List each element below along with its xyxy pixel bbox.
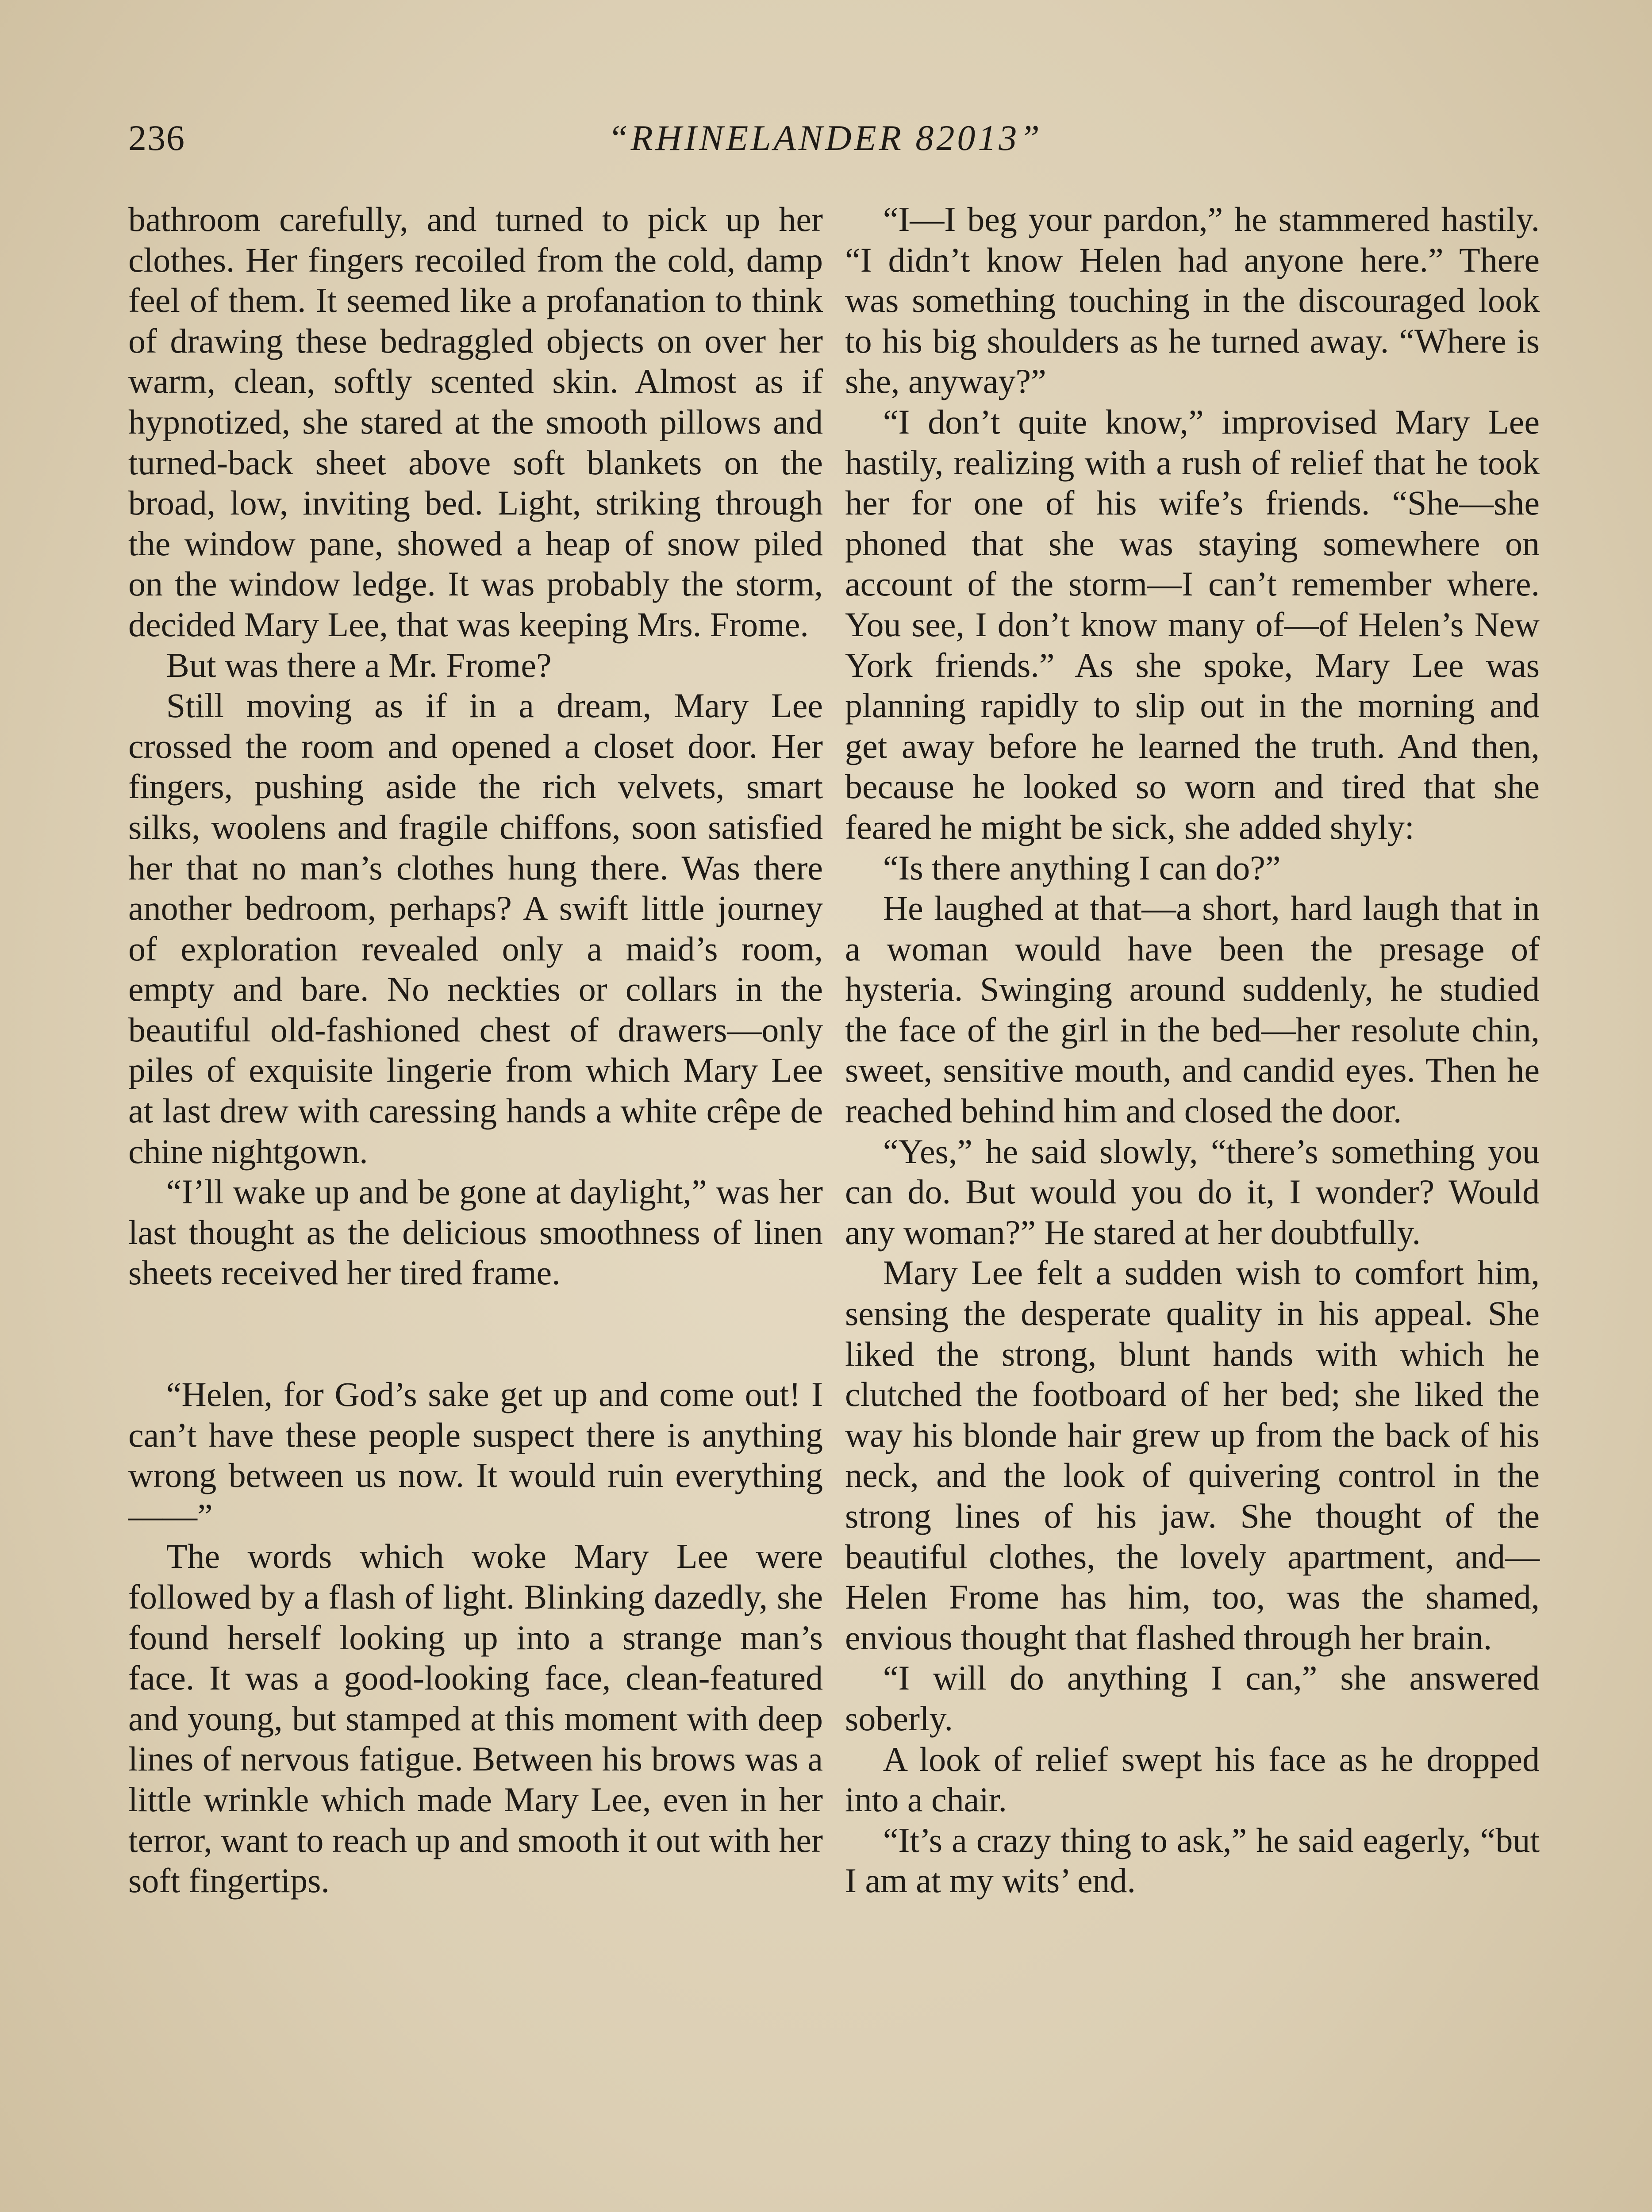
paragraph: The words which woke Mary Lee were followed by a flash of light. Blinking dazedly, she found herself looking up into a strange man’s face. It was a good-looking face, clean-featured and young, but stamped at this moment with deep lines of nervous fatigue. Between his brows was a little wrinkle which made Mary Lee, even in her terror, want to reach up and smooth it out with her soft fingertips. [128, 1537, 823, 1900]
paragraph: “Helen, for God’s sake get up and come out! I can’t have these people suspect there is anything wrong between us now. It would ruin everything——” [128, 1375, 823, 1535]
right-column [845, 199, 1540, 1901]
paragraph: Mary Lee felt a sudden wish to comfort him, sensing the desperate quality in his appeal. She liked the strong, blunt hands with which he clutched the footboard of her bed; she liked the way his blonde hair grew up from the back of his neck, and the look of quivering control in the strong lines of his jaw. She thought of the beautiful clothes, the lovely apartment, and—Helen Frome has him, too, was the shamed, envious thought that flashed through her brain. [845, 1253, 1540, 1657]
paragraph: “I don’t quite know,” improvised Mary Lee hastily, realizing with a rush of relief that he took her for one of his wife’s friends. “She—she phoned that she was staying somewhere on account of the storm—I can’t remember where. You see, I don’t know many of—of Helen’s New York friends.” As she spoke, Mary Lee was planning rapidly to slip out in the morning and get away before he learned the truth. And then, because he looked so worn and tired that she feared he might be sick, she added shyly: [845, 402, 1540, 846]
paragraph: “I’ll wake up and be gone at daylight,” was her last thought as the delicious smoothness of linen sheets received her tired frame. [128, 1172, 823, 1292]
page-number: 236 [128, 118, 185, 158]
left-column [128, 199, 823, 1901]
paragraph: He laughed at that—a short, hard laugh that in a woman would have been the presage of hysteria. Swinging around suddenly, he studied the face of the girl in the bed—her resolute chin, sweet, sensitive mouth, and candid eyes. Then he reached behind him and closed the door. [845, 889, 1540, 1130]
paragraph: bathroom carefully, and turned to pick up her clothes. Her fingers recoiled from the cold, damp feel of them. It seemed like a profanation to think of drawing these bedraggled objects on over her warm, clean, softly scented skin. Almost as if hypnotized, she stared at the smooth pillows and turned-back sheet above soft blankets on the broad, low, inviting bed. Light, striking through the window pane, showed a heap of snow piled on the window ledge. It was probably the storm, decided Mary Lee, that was keeping Mrs. Frome. [128, 200, 823, 644]
paragraph: “I will do anything I can,” she answered soberly. [845, 1659, 1540, 1738]
paragraph: “Is there anything I can do?” [883, 848, 1281, 887]
running-title: “RHINELANDER 82013” [608, 118, 1042, 158]
paragraph: Still moving as if in a dream, Mary Lee crossed the room and opened a closet door. Her fingers, pushing aside the rich velvets, smart silks, woolens and fragile chiffons, soon satisfied her that no man’s clothes hung there. Was there another bedroom, perhaps? A swift little journey of exploration revealed only a maid’s room, empty and bare. No neckties or collars in the beautiful old-fashioned chest of drawers—only piles of exquisite lingerie from which Mary Lee at last drew with caressing hands a white crêpe de chine nightgown. [128, 686, 823, 1171]
paragraph: “It’s a crazy thing to ask,” he said eagerly, “but I am at my wits’ end. [845, 1820, 1540, 1900]
paragraph: “Yes,” he said slowly, “there’s something you can do. But would you do it, I wonder? Would any woman?” He stared at her doubtfully. [845, 1132, 1540, 1252]
paragraph: “I—I beg your pardon,” he stammered hastily. “I didn’t know Helen had anyone here.” There was something touching in the discouraged look to his big shoulders as he turned away. “Where is she, anyway?” [845, 200, 1540, 401]
page-header [128, 117, 1522, 170]
paragraph: A look of relief swept his face as he dropped into a chair. [845, 1740, 1540, 1819]
paragraph: But was there a Mr. Frome? [166, 645, 552, 684]
